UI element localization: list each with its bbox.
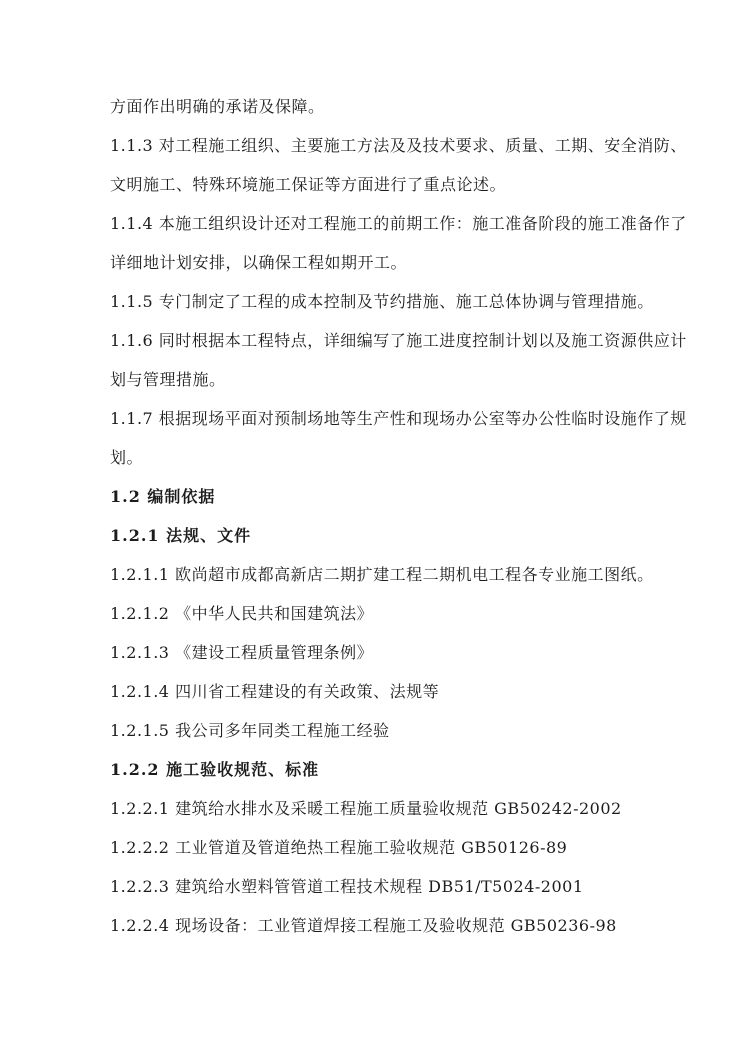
document-line: 1.1.6 同时根据本工程特点，详细编写了施工进度控制计划以及施工资源供应计 (110, 331, 687, 350)
document-line: 1.2.2.1 建筑给水排水及采暖工程施工质量验收规范 GB50242-2002 (110, 799, 622, 818)
document-line: 1.1.7 根据现场平面对预制场地等生产性和现场办公室等办公性临时设施作了规 (110, 409, 687, 428)
document-line: 1.1.4 本施工组织设计还对工程施工的前期工作：施工准备阶段的施工准备作了 (110, 214, 687, 233)
document-line: 1.2.1.1 欧尚超市成都高新店二期扩建工程二期机电工程各专业施工图纸。 (110, 565, 654, 584)
document-line: 文明施工、特殊环境施工保证等方面进行了重点论述。 (110, 175, 507, 194)
document-line: 划与管理措施。 (110, 370, 226, 389)
document-line: 详细地计划安排，以确保工程如期开工。 (110, 253, 408, 272)
document-line: 1.2.1.3 《建设工程质量管理条例》 (110, 643, 374, 662)
document-line: 1.2.2.2 工业管道及管道绝热工程施工验收规范 GB50126-89 (110, 838, 568, 857)
document-line: 1.1.3 对工程施工组织、主要施工方法及及技术要求、质量、工期、安全消防、 (110, 136, 687, 155)
document-line: 1.2.1.2 《中华人民共和国建筑法》 (110, 604, 374, 623)
document-line: 1.2.1.4 四川省工程建设的有关政策、法规等 (110, 682, 440, 701)
document-line: 1.2.2.4 现场设备：工业管道焊接工程施工及验收规范 GB50236-98 (110, 916, 617, 935)
document-line: 划。 (110, 448, 144, 467)
document-line: 1.2.1 法规、文件 (110, 526, 252, 545)
document-line: 1.2 编制依据 (110, 487, 216, 506)
document-line: 1.2.2.3 建筑给水塑料管管道工程技术规程 DB51/T5024-2001 (110, 877, 584, 896)
document-line: 1.2.2 施工验收规范、标准 (110, 760, 320, 779)
document-line: 方面作出明确的承诺及保障。 (110, 97, 325, 116)
document-text-body (110, 96, 687, 954)
document-line: 1.2.1.5 我公司多年同类工程施工经验 (110, 721, 390, 740)
document-line: 1.1.5 专门制定了工程的成本控制及节约措施、施工总体协调与管理措施。 (110, 292, 654, 311)
